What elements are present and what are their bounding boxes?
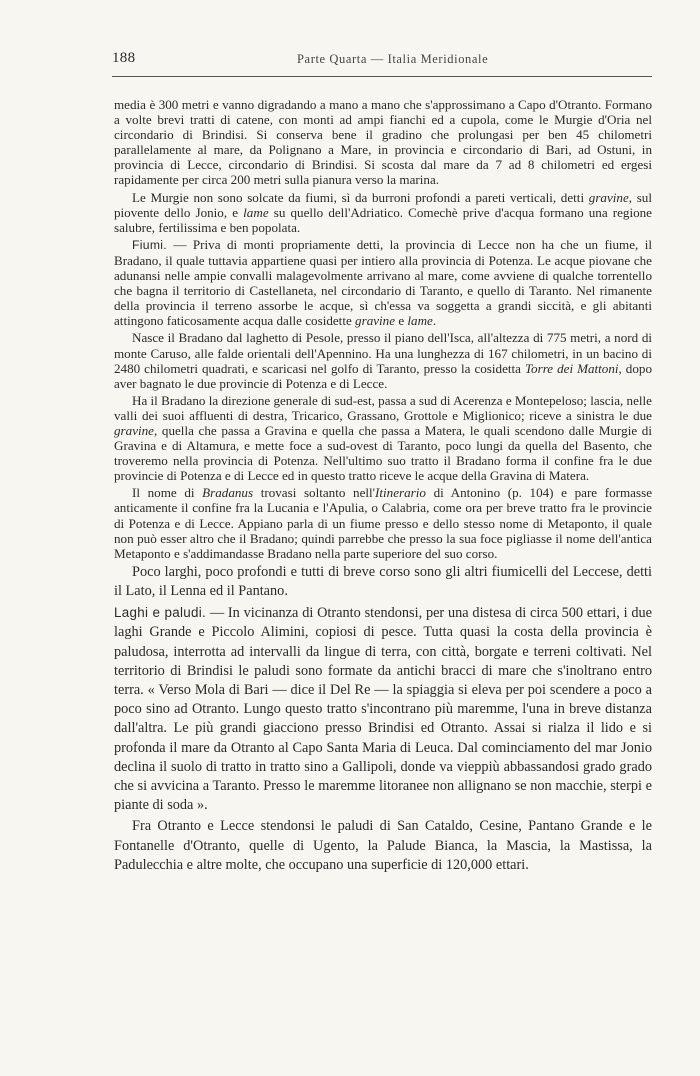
- paragraph-text: — Priva di monti propriamente detti, la provincia di Lecce non ha che un fiume, il Bradano, il quale tuttavia appartiene quasi per intiero alla provincia di Potenza. Le acque piovane che adunansi nelle ampie convalli malagevolmente arrivano al mare, come avviene di qualche torrentello che bagna il territorio di Castellaneta, nel circondario di Taranto, e quello di Taranto. Nel rimanente della provincia il terreno assorbe le acque, sì ch'essa va soggetta a grandi siccità, e gli abitanti attingono faticosamente acqua dalle cosidette: [114, 236, 652, 329]
- paragraph-text: su quello dell'Adriatico. Comechè prive d'acqua formano una regione salubre, fertilissima e ben popolata.: [114, 204, 652, 235]
- section-heading-laghi-paludi: Laghi e paludi.: [114, 605, 207, 621]
- italic-term: gravine: [355, 313, 396, 329]
- paragraph-text: Le Murgie non sono solcate da fiumi, sì da burroni profondi a pareti verticali, detti: [132, 189, 589, 205]
- paragraph-text: , sul piovente dello Jonio, e: [114, 189, 652, 220]
- paragraph-bradano-source: [114, 330, 652, 390]
- body-text: [114, 97, 652, 877]
- paragraph-text: , quella che passa a Gravina e quella che passa a Matera, le quali scendono dalle Murgie di Gravina e di Altamura, e mette foce a sud-ovest di Taranto, poco lungi da quella del Basento, che troveremo nella provincia di Potenza. Nell'ultimo suo tratto il Bradano forma il confine fra le due provincie di Potenza e di Lecce ed in questo tratto riceve le acque della Gravina di Matera.: [114, 422, 652, 484]
- italic-term: Bradanus: [202, 485, 254, 501]
- italic-term: Torre dei Mattoni: [524, 360, 619, 376]
- paragraph-bradanus-name: [114, 485, 652, 560]
- paragraph-paludi-list: [114, 817, 652, 875]
- paragraph-laghi-paludi: [114, 603, 652, 815]
- italic-term: lame: [243, 204, 269, 220]
- paragraph-fiumi: [114, 237, 652, 329]
- paragraph-text: , dopo aver bagnato le due provincie di Potenza e di Lecce.: [114, 360, 652, 391]
- paragraph-fiumicelli: [114, 563, 652, 601]
- paragraph-text: Poco larghi, poco profondi e tutti di breve corso sono gli altri fiumicelli del Leccese, detti il Lato, il Lenna ed il Pantano.: [114, 563, 652, 600]
- italic-term: Itinerario: [375, 485, 426, 501]
- large-type-block: [114, 563, 652, 875]
- paragraph-text: trovasi soltanto nell': [253, 485, 376, 501]
- paragraph-bradano-course: [114, 393, 652, 484]
- paragraph-text: Ha il Bradano la direzione generale di sud-est, passa a sud di Acerenza e Montepeloso; lascia, nelle valli dei suoi affluenti di destra, Tricarico, Grassano, Grottole e Miglionico; riceve a sinistra le due: [114, 392, 652, 423]
- paragraph-text: Fra Otranto e Lecce stendonsi le paludi di San Cataldo, Cesine, Pantano Grande e le Fontanelle d'Otranto, quelle di Ugento, la Palude Bianca, la Mascia, la Mastissa, la Padulecchia e altre molte, che occupano una superficie di 120,000 ettari.: [114, 818, 652, 873]
- paragraph-text: — In vicinanza di Otranto stendonsi, per una distesa di circa 500 ettari, i due laghi Grande e Piccolo Alimini, copiosi di pesce. Tutta quasi la costa della provincia è paludosa, interrotta ad intervalli da lingue di terra, con città, borgate e terreni coltivati. Nel territorio di Brindisi le paludi sono formate da antichi bracci di mare che s'inoltrano entro terra. « Verso Mola di Bari — dice il Del Re — la spiaggia si eleva per poi scendere a poco a poco sino ad Otranto. Lungo questo tratto s'incontrano più maremme, l'una in breve distanza dall'altra. Le più grandi giacciono presso Brindisi ed Otranto. Assai si rialza il lido e si profonda il mare da Otranto al Capo Santa Maria di Leuca. Dal cominciamento del mar Jonio declina il suolo di tratto in tratto sino a Gallipoli, donde va vieppiù abbassandosi grado grado che si avvicina a Taranto. Presso le maremme litoranee non allignano se non macchie, sterpi e piante di soda ».: [114, 605, 652, 814]
- italic-term: gravine: [588, 189, 629, 205]
- paragraph-text: Il nome di: [132, 485, 203, 501]
- italic-term: lame: [407, 313, 433, 329]
- paragraph-text: e: [395, 313, 408, 329]
- header-rule: [112, 76, 652, 77]
- paragraph-text: Nasce il Bradano dal laghetto di Pesole, presso il piano dell'Isca, all'altezza di 775 metri, a nord di monte Caruso, alle falde orientali dell'Apennino. Ha una lunghezza di 167 chilometri, in un bacino di 2480 chilometri quadrati, e scaricasi nel golfo di Taranto, presso la cosidetta: [114, 330, 652, 376]
- section-heading-fiumi: Fiumi.: [132, 237, 167, 252]
- paragraph-text: media è 300 metri e vanno digradando a mano a mano che s'approssimano a Capo d'Otranto. Formano a volte brevi tratti di catene, con monti ad ampi fianchi ed a cupola, come le Murgie d'Oria nel circondario di Brindisi. Si conserva bene il gradino che prolungasi per ben 45 chilometri parallelamente al mare, da Polignano a Mare, in provincia e circondario di Bari, ad Ostuni, in provincia di Lecce, circondario di Brindisi. Si scosta dal mare da 7 ad 8 chilometri ed ergesi rapidamente per circa 200 metri sulla pianura verso la marina.: [114, 97, 652, 188]
- paragraph-murgie-intro: [114, 97, 652, 188]
- italic-term: gravine: [114, 422, 154, 438]
- page-number: 188: [112, 50, 136, 66]
- paragraph-text: di Antonino (p. 104) e pare formasse anticamente il confine fra la Lucania e l'Apulia, o Calabria, come ora per breve tratto fra le provincie di Potenza e di Lecce. Appiano parla di un fiume presso e dello stesso nome di Metaponto, il quale non può esser altro che il Bradano; quindi parrebbe che presso la sua foce pigliasse il nome dell'antica Metaponto e s'addimandasse Bradano nella parte superiore del suo corso.: [114, 485, 653, 561]
- paragraph-text: .: [432, 313, 437, 329]
- paragraph-gravine-lame: [114, 190, 652, 235]
- running-title: Parte Quarta — Italia Meridionale: [297, 52, 489, 66]
